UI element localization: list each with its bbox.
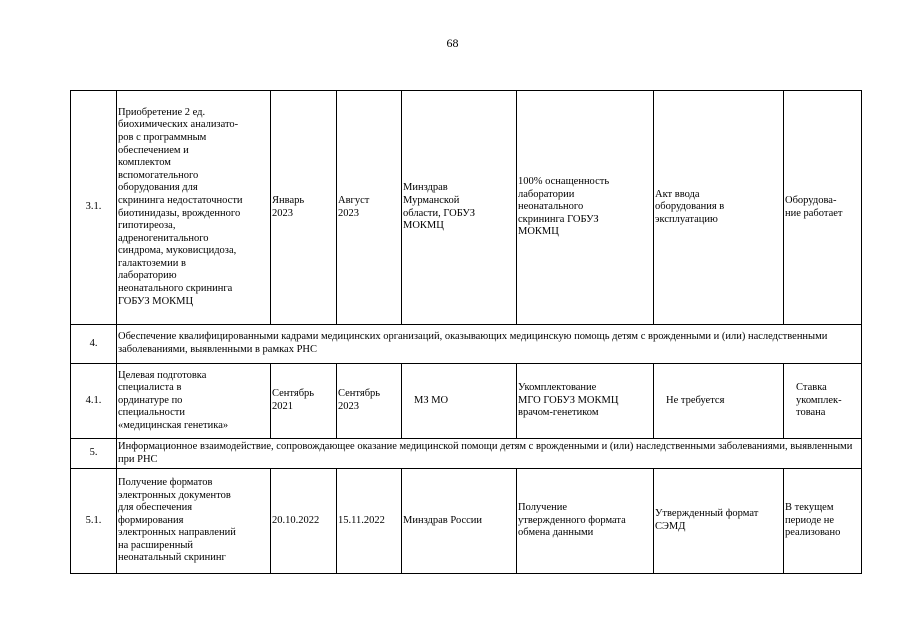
status-cell: В текущем периоде не реализовано — [784, 469, 862, 574]
start-date-cell: Сентябрь 2021 — [271, 364, 337, 439]
section-number: 5. — [71, 439, 117, 469]
section-row — [71, 439, 862, 469]
section-heading: Информационное взаимодействие, сопровождающее оказание медицинской помощи детям с врожденными и (или) наследственными заболеваниями, выявленными при РНС — [117, 439, 862, 469]
executor-cell: Минздрав Мурманской области, ГОБУЗ МОКМЦ — [402, 91, 517, 325]
document-cell: Акт ввода оборудования в эксплуатацию — [654, 91, 784, 325]
section-heading: Обеспечение квалифицированными кадрами медицинских организаций, оказывающих медицинскую помощь детям с врожденными и (или) наследственными заболеваниями, выявленными в рамках РНС — [117, 325, 862, 364]
row-number: 5.1. — [71, 469, 117, 574]
table-row — [71, 91, 862, 325]
executor-cell: Минздрав России — [402, 469, 517, 574]
event-cell: Получение форматов электронных документов для обеспечения формирования электронных направлений на расширенный неонатальный скрининг — [117, 469, 271, 574]
result-cell: Получение утвержденного формата обмена данными — [517, 469, 654, 574]
section-number: 4. — [71, 325, 117, 364]
status-cell: Оборудова- ние работает — [784, 91, 862, 325]
section-row — [71, 325, 862, 364]
end-date-cell: Сентябрь 2023 — [337, 364, 402, 439]
result-cell: Укомплектование МГО ГОБУЗ МОКМЦ врачом-генетиком — [517, 364, 654, 439]
row-number: 3.1. — [71, 91, 117, 325]
event-cell: Целевая подготовка специалиста в ординатуре по специальности «медицинская генетика» — [117, 364, 271, 439]
status-cell: Ставка укомплек- тована — [784, 364, 862, 439]
result-cell: 100% оснащенность лаборатории неонатального скрининга ГОБУЗ МОКМЦ — [517, 91, 654, 325]
document-cell: Утвержденный формат СЭМД — [654, 469, 784, 574]
plan-table — [70, 90, 862, 574]
end-date-cell: 15.11.2022 — [337, 469, 402, 574]
start-date-cell: 20.10.2022 — [271, 469, 337, 574]
end-date-cell: Август 2023 — [337, 91, 402, 325]
start-date-cell: Январь 2023 — [271, 91, 337, 325]
event-cell: Приобретение 2 ед. биохимических анализато- ров с программным обеспечением и комплектом вспомогательного оборудования для скрининга недостаточности биотинидазы, врожденного гипотиреоза, адреногенитального синдрома, муковисцидоза, галактоземии в лабораторию неонатального скрининга ГОБУЗ МОКМЦ — [117, 91, 271, 325]
table-row — [71, 364, 862, 439]
executor-cell: МЗ МО — [402, 364, 517, 439]
document-cell: Не требуется — [654, 364, 784, 439]
page-number: 68 — [446, 36, 459, 50]
table-row — [71, 469, 862, 574]
row-number: 4.1. — [71, 364, 117, 439]
